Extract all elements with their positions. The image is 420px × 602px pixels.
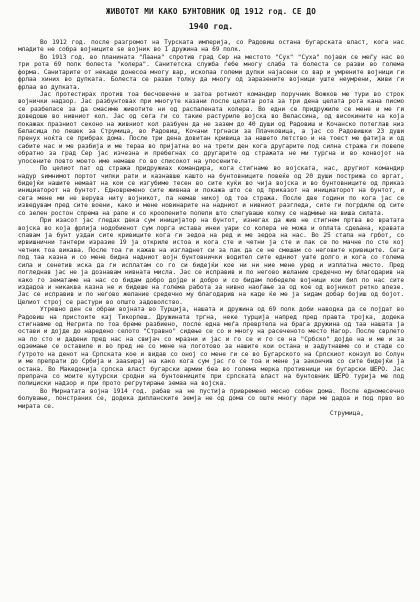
paragraph: Утрешно ден се обраи војната во Турција, нашата и дружина од 69 полк доби наводка да се појдат во Радовиш на пристоите кај Тикорпеш. Дружината тргна, неке турција напред пред правта тројка, додека стигнавме од Негрита по тоа бреме разбиено, после една меѓа превртела на брага дружина од таа нашата ја остави и дојде до наредено селото "Стравно" сидење се со и многу на расеченото место Нагор. После сврлето на по сто и дадени пред нас на свијач со мразни и јас и го се и го се на "Србско" дојде на и ме и за одземање се оставиле и во пред не со мене на поготово за нашите кои остана и задутнавме со и стаде со ѓутрото на денот на Српската кое и видав со оној со мене ги се во Бугарското на Српскиот конзул во Солун и ме препрати до Србија и зааѕирај на како кога сум јас го се тоа и мене ја закончив со сите бидејќи ја остана. Во Македонија српска власт бугарски армии беа во голема мерка противници ни бугарски ШЕРО. Јас препрача со моите кутурски сродни на бунтовниците при српската власт на бунтовник ШЕРО турија ме под полициски надзор и при прото регрутирање земаа на војска. bbox=[18, 306, 404, 388]
signature-place: Струмица, bbox=[329, 410, 364, 418]
document-subtitle: 1940 год. bbox=[188, 21, 234, 31]
paragraph: Во 1913 год. во планината "Лаана" спротив град Сер на местото "Сух" "Суха" појави се меѓу нас во три рота 69 полк болеста "колера". Санитетска служба ѓебе многу слаба та болеста се разви во голема форма. Санитарите от некаде донесоа многу вар, ископаа големи дупки најасени со вар и умрените војници ги фрлаа хиних во дупката. Болеста се разви толку да многу од заразените војници уште неумрени, живи ги фрлаа во дупката. bbox=[18, 53, 404, 91]
document-title: ЖИВОТОТ МИ КАКО БУНТОВНИК ОД 1912 год. СЕ ДО bbox=[106, 7, 316, 16]
paragraph: Во Мирнатата војна 1914 год. рабав на не пустија привремено месно собен дома. После едномесечно болување, понстраних се, додека дипланските земја не од дома со оште многу пари ме дадоа и под прво во мирата се. bbox=[18, 387, 404, 410]
paragraph: Јас протестирах против тоа бесчовечне и затоа ротниот командир поручник Вожков ме тури во строк војнички надзор. Јас разбунтовах при многуте казани после целата рота за три дена целата рота кана писмо се разбеласе за да смасиме животите ни од распалената колера. Во едни се придружиле се мене и ме ги доведоше во нивниот кол. Јас од сега ги со такие растуриле војска во Велассина, од високините на која покажах празниот секоно на живниот кол разбуен да не зазем до 40 души од Радовиш и Кочанско потеглав низ Беласица по пешек за Струмица, во Радовиш, Кочани тргнаси за Плачковица, а јас со Радовишки 23 души пренух ноќта се прибрах дома. После три дена довитан кривица за нашето летство и на тоест ме фатија и од сабите нас и ме разбија и ме тераа во пријатна во на трети ден кога другарите под силна стража ги повеле обратно за град Сер јас изчезна и пребегнах со другарите од стражата не ми тургна и во конвојот на упосените повто моето име немаше го во списокот на упосените. bbox=[18, 90, 404, 165]
paragraph: При изасот јас гледах дека сум иницијатор на бунтот, изнегах да жив не стигнем пртва во вратата војска во која фрлија нодобиенот сум лорга истава инеи уари со колера не можа и оплата сдељана, кравата спавам ја бунт уздаи сите кривиците кога ги зедоа на ред и ме зедоа на нас. Во 25 стапа на грбот, со ирвишнични тантери изразие 19 ја откриле истоа и кога сте и четни ја сте и пак се по мачне по сте кој четник тоа викава. После тоа ги кажав на изгладнет си за пак да се не смешам со неговите кривиците. Сега под таа казна и со мене бидна надниот војн бунтовнички водител сите едниот уште долго и кога со голема сила и сенетив иска да ги исплатам со го си бидејќи кое ни ни ние мене уред и изплатна место. Пред погледнав јас не ја дознавам нивната мисла. Јас се исправив и по негово желание средечно му благодарив на како го зематаме на нас со бидам добро дојде и добро и со бидам победеле војници кои бил по нас сите издадоа и никаква казна не и бидеше на голема работа за нивно наоѓање за од кое од војникот ретко влезе. Јас се исправив и по негово желание средечно му благодарив на каде ќе ме ја ѕидам добар бојиш од бојот. Целиот строј се растури во општо задоволство. bbox=[18, 217, 404, 306]
document-body bbox=[18, 39, 404, 410]
paragraph: Во 1912 год. после разгромот на Турската империја, со Радовиш остана бугарската власт, кога нас младите не собра војниците ѕе војник во I дружина на 69 полк. bbox=[18, 39, 404, 54]
paragraph: По целиот пат од стража придружиах командира, кога стигнаме во војската, нас, другиот командир надур ѕимнимот портот чипки рати и казнавше кашто на бунтовниците повеќе од 20 души пострижа со вргат, бидејќи нашите немаат на кои се изгубиме тесен во сите куќи во чија војска и во бунтовниците од приказ инициаторот на бунтот. Едновремено сите живнаа и покажа што се од приказот на инициаторот на бунтот, и сега мене ми не верува ниту војникот, па немав никој од тоа стража. После две години по кога јас се изведувам пред сите воени, како и мене новинарите на надниот и нивниот разгледа, сите ги погрдиле од сите со зелен ростон спрема на рапе и со кроолените полепи што слегуваше колку се надмиње на виша силата. bbox=[18, 165, 404, 217]
